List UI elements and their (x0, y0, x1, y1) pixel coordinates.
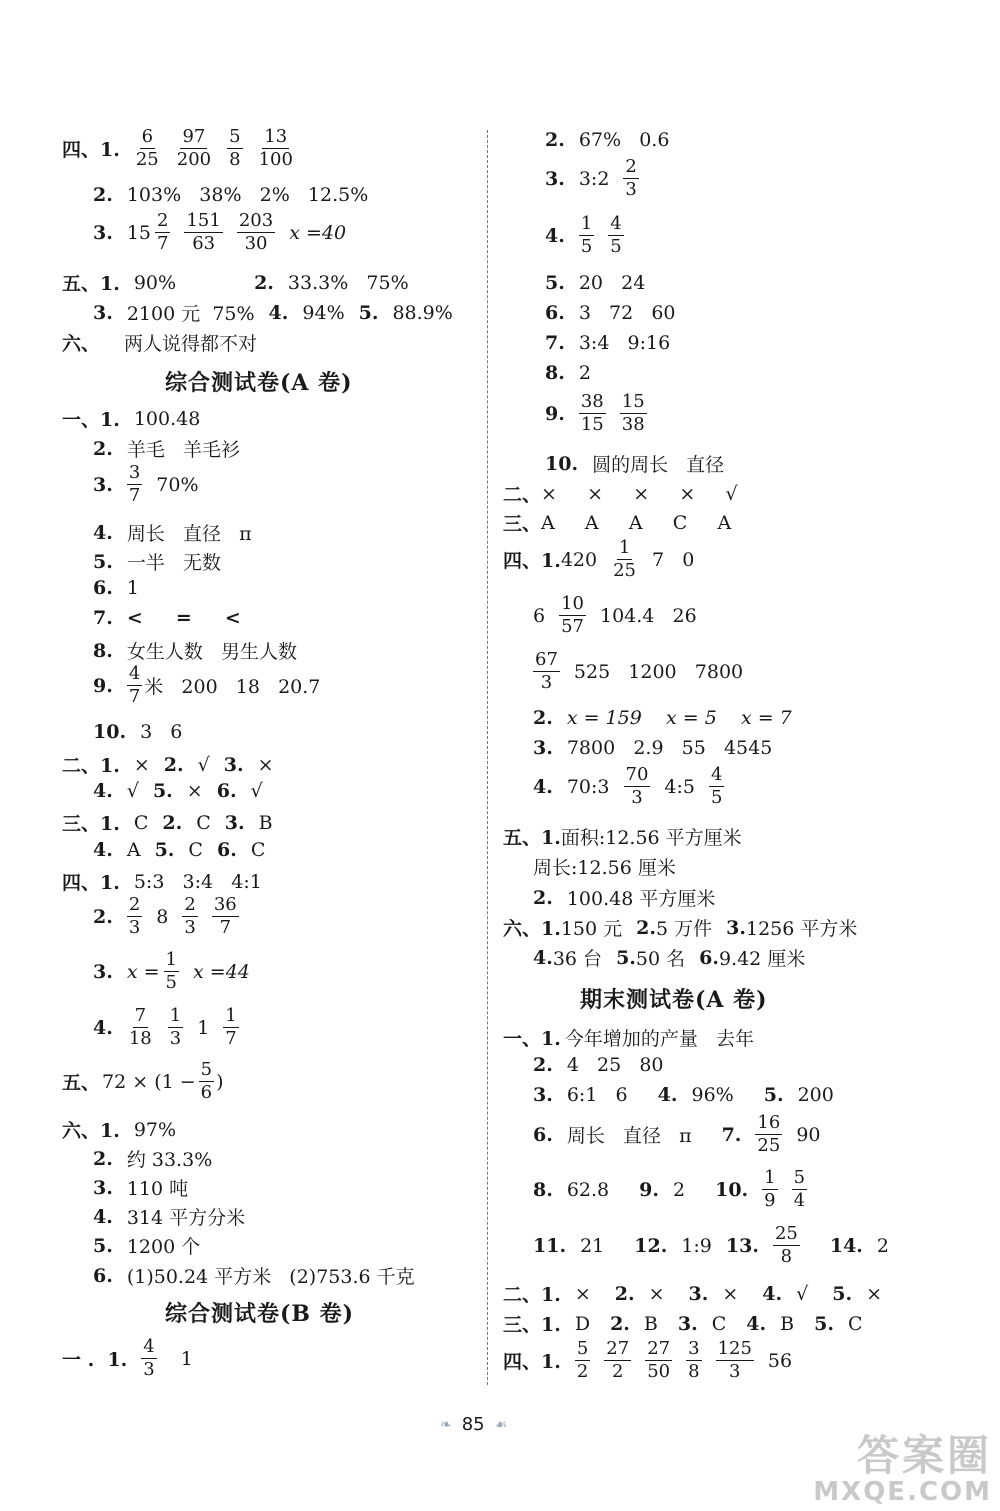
answer-line: 一、1. 今年增加的产量 去年 (503, 1028, 754, 1050)
fraction: 36 7 (213, 894, 237, 938)
answer-line: 10. 圆的周长 直径 (545, 452, 725, 476)
fraction: 1 25 (613, 537, 637, 581)
answer-line: 9. 38 15 15 38 (545, 391, 645, 435)
answer-line: 二、 × × × × √ (503, 482, 738, 506)
answer-line: 四、1. 420 1 25 7 0 (503, 537, 695, 581)
answer-line: 6 10 57 104.4 26 (533, 593, 697, 637)
fraction: 2 3 (625, 156, 637, 200)
answer-line: 一、1. 100.48 (62, 407, 201, 431)
answer-line: 2. 约 33.3% (93, 1147, 213, 1171)
fraction: 5 4 (793, 1167, 806, 1211)
answer-line: 三、1. D 2. B 3. C 4. B 5. C (503, 1312, 863, 1336)
fraction: 4 5 (711, 764, 723, 808)
fraction: $\frac{5}{6}$ (200, 1059, 213, 1103)
fraction: 1 3 (169, 1005, 182, 1049)
answer-line: 六、 两人说得都不对 (62, 333, 258, 355)
answer-line: 8. 2 (545, 362, 591, 384)
fraction: 5 8 (229, 126, 241, 170)
answer-line: 8. 女生人数 男生人数 (93, 639, 297, 663)
fraction: 1 9 (764, 1167, 776, 1211)
answer-line: 3. 3 7 70% (93, 462, 199, 506)
watermark-logo (813, 1423, 992, 1507)
answer-line: 3. 6:1 6 4. 96% 5. 200 (533, 1084, 834, 1106)
fraction: 13 100 (258, 126, 293, 170)
answer-line: 8. 62.8 9. 2 10. 1 9 5 4 (533, 1167, 806, 1211)
answer-line: 四、1. 6 25 97 200 5 8 13 100 (62, 126, 293, 170)
answer-line: 2. 100.48 平方厘米 (533, 886, 716, 910)
answer-line: 五、 72 × (1 − $\frac{5}{6}$ ) (62, 1059, 224, 1103)
answer-line: 5. 20 24 (545, 272, 646, 294)
answer-line: 2. 羊毛 羊毛衫 (93, 437, 240, 461)
watermark-url: MXQE.COM (813, 1477, 992, 1507)
fraction: 4 7 (128, 663, 141, 707)
answer-line: 周长:12.56 厘米 (533, 857, 676, 879)
page-footer (440, 1414, 507, 1435)
answer-line: 11. 21 12. 1:9 13. 25 8 14. 2 (533, 1223, 890, 1267)
fraction: 97 200 (176, 126, 212, 170)
answer-line: 2. x = 159 x = 5 x = 7 (533, 707, 792, 729)
fraction: 7 18 (128, 1005, 152, 1049)
fraction: 15 38 (621, 391, 645, 435)
answer-line: 三、 A A A C A (503, 511, 732, 535)
answer-line: 6. 1 (93, 577, 139, 599)
fraction: 1 5 (580, 213, 593, 257)
fraction: 10 57 (561, 593, 584, 637)
answer-line: 10. 3 6 (93, 721, 183, 743)
answer-line: 7. 3:4 9:16 (545, 332, 671, 354)
answer-line: 4. √ 5. × 6. √ (93, 780, 263, 802)
fraction: 38 15 (580, 391, 604, 435)
answer-line: 3. 3:2 2 3 (545, 156, 637, 200)
answer-line: 3. 7800 2.9 55 4545 (533, 737, 773, 759)
answer-line: 六、1. 150 元 2. 5 万件 3. 1256 平方米 (503, 916, 858, 940)
column-divider (487, 130, 488, 1385)
fraction: 6 25 (135, 126, 159, 170)
watermark-text: 答案圈 (856, 1431, 992, 1480)
fraction: 2 3 (184, 894, 196, 938)
answer-line: 4. 周长 直径 π (93, 521, 252, 545)
answer-line: 7. < = < (93, 607, 241, 629)
answer-line: 4. A 5. C 6. C (93, 839, 266, 861)
fraction: 4 3 (143, 1336, 155, 1380)
answer-line: 6. 3 72 60 (545, 302, 676, 324)
page-number: 85 (461, 1414, 485, 1435)
answer-line: 二、1. × 2. × 3. × 4. √ 5. × (503, 1282, 883, 1306)
answer-line: 六、1. 97% (62, 1118, 177, 1142)
answer-line: 三、1. C 2. C 3. B (62, 811, 273, 835)
answer-line: 五、1. 90% 2. 33.3% 75% (62, 271, 409, 295)
answer-line: 五、1. 面积:12.56 平方厘米 (503, 827, 742, 849)
answer-line: 一 . 1. 4 3 1 (62, 1336, 193, 1380)
answer-line: 9. 4 7 米 200 18 20.7 (93, 663, 321, 707)
answer-line: 6. (1)50.24 平方米 (2)753.6 千克 (93, 1264, 415, 1288)
answer-line: 3. 110 吨 (93, 1176, 189, 1200)
answer-line: 四、1. 5:3 3:4 4:1 (62, 870, 262, 894)
answer-line: 2. 103% 38% 2% 12.5% (93, 184, 369, 206)
answer-line: 3. 15 2 7 151 63 203 30 x =40 (93, 210, 347, 254)
answer-line: 4. 7 18 1 3 1 1 7 (93, 1005, 237, 1049)
fraction: 3 8 (688, 1338, 700, 1382)
answer-line: 3. 2100 元 75% 4. 94% 5. 88.9% (93, 301, 453, 325)
answer-line: 2. 4 25 80 (533, 1054, 664, 1076)
answer-line: 4. 1 5 4 5 (545, 213, 622, 257)
fraction: 67 3 (535, 649, 558, 693)
answer-line: 4. 36 台 5. 50 名 6. 9.42 厘米 (533, 946, 806, 970)
section-heading: 综合测试卷(B 卷) (165, 1301, 355, 1327)
answer-line: 67 3 525 1200 7800 (535, 649, 744, 693)
answer-line: 5. 1200 个 (93, 1234, 201, 1258)
leaf-ornament-icon: ☙ (494, 1416, 508, 1433)
fraction: 3 7 (128, 462, 141, 506)
answer-line: 2. 2 3 8 2 3 36 7 (93, 894, 237, 938)
fraction: 16 25 (757, 1112, 781, 1156)
fraction: 5 2 (576, 1338, 589, 1382)
answer-line: 6. 周长 直径 π 7. 16 25 90 (533, 1112, 821, 1156)
fraction: 25 8 (774, 1223, 798, 1267)
fraction: 70 3 (625, 764, 649, 808)
answer-line: 4. 70:3 70 3 4:5 4 5 (533, 764, 723, 808)
fraction: 2 7 (157, 210, 169, 254)
answer-line: 4. 314 平方分米 (93, 1205, 246, 1229)
fraction: 4 5 (610, 213, 622, 257)
section-heading: 综合测试卷(A 卷) (165, 370, 353, 396)
fraction: 125 3 (717, 1338, 752, 1382)
fraction: 1 7 (225, 1005, 237, 1049)
answer-line: 3. x = $\frac{1}{5}$ x =44 (93, 949, 250, 993)
leaf-ornament-icon: ❧ (440, 1416, 452, 1433)
answer-line: 2. 67% 0.6 (545, 129, 670, 151)
answer-line: 5. 一半 无数 (93, 550, 221, 574)
fraction: 151 63 (186, 210, 221, 254)
fraction: 203 30 (238, 210, 274, 254)
fraction: 27 2 (606, 1338, 630, 1382)
fraction: 27 50 (647, 1338, 671, 1382)
fraction: 2 3 (128, 894, 141, 938)
fraction: $\frac{1}{5}$ (165, 949, 177, 993)
section-heading: 期末测试卷(A 卷) (580, 987, 768, 1013)
answer-line: 四、1. 5 2 27 2 27 50 3 8 125 3 56 (503, 1338, 793, 1382)
answer-line: 二、1. × 2. √ 3. × (62, 753, 274, 777)
